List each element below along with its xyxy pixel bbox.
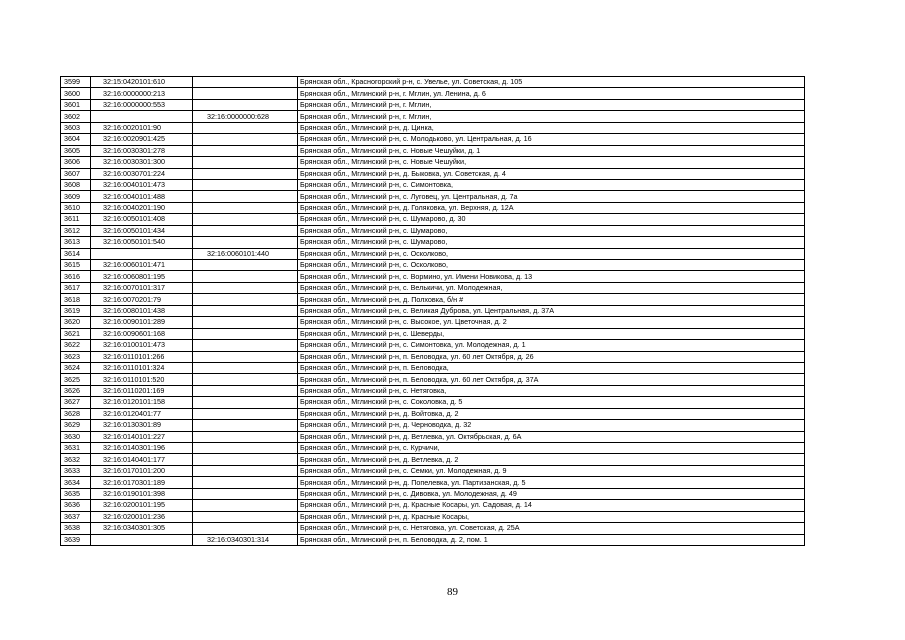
table-row bbox=[61, 248, 805, 259]
address-cell: Брянская обл., Мглинский р-н, п. Беловодка, ул. 60 лет Октября, д. 37А bbox=[298, 374, 805, 385]
table-row bbox=[61, 362, 805, 373]
cadastral-number-cell: 32:16:0120401:77 bbox=[91, 408, 193, 419]
table-row bbox=[61, 260, 805, 271]
address-cell: Брянская обл., Мглинский р-н, с. Соколовка, д. 5 bbox=[298, 397, 805, 408]
cadastral-number-cell: 32:16:0110201:169 bbox=[91, 385, 193, 396]
cadastral-number-cell: 32:16:0130301:89 bbox=[91, 420, 193, 431]
address-cell: Брянская обл., Мглинский р-н, с. Вормино, ул. Имени Новикова, д. 13 bbox=[298, 271, 805, 282]
address-cell: Брянская обл., Мглинский р-н, д. Ветлевка, д. 2 bbox=[298, 454, 805, 465]
table-row bbox=[61, 271, 805, 282]
row-number-cell: 3635 bbox=[61, 488, 91, 499]
address-cell: Брянская обл., Мглинский р-н, г. Мглин, bbox=[298, 111, 805, 122]
row-number-cell: 3616 bbox=[61, 271, 91, 282]
cadastral-number-alt-cell bbox=[193, 420, 298, 431]
row-number-cell: 3607 bbox=[61, 168, 91, 179]
row-number-cell: 3617 bbox=[61, 282, 91, 293]
cadastral-number-cell: 32:16:0110101:520 bbox=[91, 374, 193, 385]
table-row bbox=[61, 99, 805, 110]
cadastral-number-cell: 32:16:0110101:266 bbox=[91, 351, 193, 362]
cadastral-number-cell: 32:16:0030301:300 bbox=[91, 157, 193, 168]
row-number-cell: 3608 bbox=[61, 179, 91, 190]
cadastral-number-cell: 32:16:0050101:434 bbox=[91, 225, 193, 236]
address-cell: Брянская обл., Мглинский р-н, д. Цинка, bbox=[298, 122, 805, 133]
address-cell: Брянская обл., Мглинский р-н, д. Красные Косары, bbox=[298, 511, 805, 522]
address-cell: Брянская обл., Мглинский р-н, с. Шумарово, д. 30 bbox=[298, 214, 805, 225]
cadastral-number-cell: 32:16:0110101:324 bbox=[91, 362, 193, 373]
cadastral-number-alt-cell bbox=[193, 454, 298, 465]
cadastral-number-alt-cell bbox=[193, 431, 298, 442]
row-number-cell: 3629 bbox=[61, 420, 91, 431]
table-row bbox=[61, 420, 805, 431]
cadastral-number-cell: 32:16:0000000:213 bbox=[91, 88, 193, 99]
row-number-cell: 3630 bbox=[61, 431, 91, 442]
cadastral-number-alt-cell bbox=[193, 237, 298, 248]
cadastral-number-cell: 32:16:0020901:425 bbox=[91, 134, 193, 145]
row-number-cell: 3628 bbox=[61, 408, 91, 419]
cadastral-number-alt-cell bbox=[193, 511, 298, 522]
table-row bbox=[61, 145, 805, 156]
row-number-cell: 3620 bbox=[61, 317, 91, 328]
row-number-cell: 3599 bbox=[61, 77, 91, 88]
address-cell: Брянская обл., Мглинский р-н, д. Черноводка, д. 32 bbox=[298, 420, 805, 431]
row-number-cell: 3603 bbox=[61, 122, 91, 133]
cadastral-number-alt-cell bbox=[193, 362, 298, 373]
cadastral-number-cell: 32:16:0060801:195 bbox=[91, 271, 193, 282]
table-row bbox=[61, 111, 805, 122]
cadastral-number-cell: 32:16:0050101:408 bbox=[91, 214, 193, 225]
table-row bbox=[61, 397, 805, 408]
row-number-cell: 3601 bbox=[61, 99, 91, 110]
address-cell: Брянская обл., Мглинский р-н, с. Шумарово, bbox=[298, 225, 805, 236]
row-number-cell: 3625 bbox=[61, 374, 91, 385]
cadastral-number-alt-cell bbox=[193, 443, 298, 454]
address-cell: Брянская обл., Мглинский р-н, с. Курчичи, bbox=[298, 443, 805, 454]
cadastral-number-alt-cell bbox=[193, 202, 298, 213]
page-number: 89 bbox=[447, 586, 458, 598]
address-cell: Брянская обл., Красногорский р-н, с. Увелье, ул. Советская, д. 105 bbox=[298, 77, 805, 88]
address-cell: Брянская обл., Мглинский р-н, с. Нетяговка, bbox=[298, 385, 805, 396]
cadastral-number-alt-cell: 32:16:0000000:628 bbox=[193, 111, 298, 122]
address-cell: Брянская обл., Мглинский р-н, с. Нетяговка, ул. Советская, д. 25А bbox=[298, 523, 805, 534]
row-number-cell: 3622 bbox=[61, 340, 91, 351]
address-cell: Брянская обл., Мглинский р-н, д. Попелевка, ул. Партизанская, д. 5 bbox=[298, 477, 805, 488]
table-row bbox=[61, 523, 805, 534]
address-cell: Брянская обл., Мглинский р-н, с. Семки, ул. Молодежная, д. 9 bbox=[298, 465, 805, 476]
table-row bbox=[61, 374, 805, 385]
table-row bbox=[61, 294, 805, 305]
cadastral-number-alt-cell bbox=[193, 408, 298, 419]
address-cell: Брянская обл., Мглинский р-н, с. Дивовка, ул. Молодежная, д. 49 bbox=[298, 488, 805, 499]
cadastral-number-alt-cell bbox=[193, 294, 298, 305]
address-cell: Брянская обл., Мглинский р-н, с. Молодьково, ул. Центральная, д. 16 bbox=[298, 134, 805, 145]
cadastral-number-cell bbox=[91, 111, 193, 122]
address-cell: Брянская обл., Мглинский р-н, с. Шумарово, bbox=[298, 237, 805, 248]
cadastral-number-alt-cell bbox=[193, 77, 298, 88]
table-row bbox=[61, 465, 805, 476]
table-row bbox=[61, 179, 805, 190]
cadastral-number-alt-cell bbox=[193, 374, 298, 385]
cadastral-number-alt-cell bbox=[193, 500, 298, 511]
cadastral-number-alt-cell: 32:16:0340301:314 bbox=[193, 534, 298, 545]
cadastral-number-alt-cell bbox=[193, 317, 298, 328]
address-cell: Брянская обл., Мглинский р-н, с. Осколково, bbox=[298, 248, 805, 259]
table-row bbox=[61, 488, 805, 499]
address-cell: Брянская обл., Мглинский р-н, с. Высокое, ул. Цветочная, д. 2 bbox=[298, 317, 805, 328]
cadastral-number-cell: 32:16:0020101:90 bbox=[91, 122, 193, 133]
cadastral-number-cell: 32:16:0000000:553 bbox=[91, 99, 193, 110]
row-number-cell: 3604 bbox=[61, 134, 91, 145]
cadastral-number-alt-cell bbox=[193, 134, 298, 145]
table-row bbox=[61, 317, 805, 328]
cadastral-number-cell: 32:16:0100101:473 bbox=[91, 340, 193, 351]
address-cell: Брянская обл., Мглинский р-н, с. Новые Чешуйки, д. 1 bbox=[298, 145, 805, 156]
cadastral-number-alt-cell bbox=[193, 179, 298, 190]
row-number-cell: 3639 bbox=[61, 534, 91, 545]
cadastral-number-alt-cell bbox=[193, 385, 298, 396]
address-cell: Брянская обл., Мглинский р-н, с. Шеверды, bbox=[298, 328, 805, 339]
table-row bbox=[61, 305, 805, 316]
cadastral-number-cell: 32:16:0090101:289 bbox=[91, 317, 193, 328]
table-row bbox=[61, 122, 805, 133]
table-row bbox=[61, 408, 805, 419]
address-cell: Брянская обл., Мглинский р-н, с. Великая Дуброва, ул. Центральная, д. 37А bbox=[298, 305, 805, 316]
address-cell: Брянская обл., Мглинский р-н, д. Голяковка, ул. Верхняя, д. 12А bbox=[298, 202, 805, 213]
address-cell: Брянская обл., Мглинский р-н, д. Полховка, б/н # bbox=[298, 294, 805, 305]
cadastral-number-alt-cell bbox=[193, 99, 298, 110]
address-cell: Брянская обл., Мглинский р-н, д. Быковка, ул. Советская, д. 4 bbox=[298, 168, 805, 179]
address-cell: Брянская обл., Мглинский р-н, д. Ветлевка, ул. Октябрьская, д. 6А bbox=[298, 431, 805, 442]
row-number-cell: 3638 bbox=[61, 523, 91, 534]
table-row bbox=[61, 157, 805, 168]
cadastral-number-alt-cell bbox=[193, 122, 298, 133]
cadastral-number-alt-cell bbox=[193, 328, 298, 339]
row-number-cell: 3623 bbox=[61, 351, 91, 362]
cadastral-number-cell: 32:16:0040201:190 bbox=[91, 202, 193, 213]
row-number-cell: 3613 bbox=[61, 237, 91, 248]
row-number-cell: 3600 bbox=[61, 88, 91, 99]
table-row bbox=[61, 500, 805, 511]
table-row bbox=[61, 477, 805, 488]
row-number-cell: 3619 bbox=[61, 305, 91, 316]
table-row bbox=[61, 534, 805, 545]
cadastral-number-cell: 32:15:0420101:610 bbox=[91, 77, 193, 88]
table-row bbox=[61, 202, 805, 213]
row-number-cell: 3606 bbox=[61, 157, 91, 168]
table-row bbox=[61, 431, 805, 442]
cadastral-number-alt-cell bbox=[193, 488, 298, 499]
address-cell: Брянская обл., Мглинский р-н, с. Велькичи, ул. Молодежная, bbox=[298, 282, 805, 293]
address-cell: Брянская обл., Мглинский р-н, г. Мглин, ул. Ленина, д. 6 bbox=[298, 88, 805, 99]
address-cell: Брянская обл., Мглинский р-н, д. Войтовка, д. 2 bbox=[298, 408, 805, 419]
address-cell: Брянская обл., Мглинский р-н, г. Мглин, bbox=[298, 99, 805, 110]
row-number-cell: 3618 bbox=[61, 294, 91, 305]
cadastral-number-alt-cell bbox=[193, 397, 298, 408]
cadastral-number-cell: 32:16:0070201:79 bbox=[91, 294, 193, 305]
table-row bbox=[61, 282, 805, 293]
row-number-cell: 3633 bbox=[61, 465, 91, 476]
cadastral-number-cell: 32:16:0200101:195 bbox=[91, 500, 193, 511]
row-number-cell: 3624 bbox=[61, 362, 91, 373]
row-number-cell: 3631 bbox=[61, 443, 91, 454]
row-number-cell: 3626 bbox=[61, 385, 91, 396]
registry-table bbox=[60, 76, 805, 546]
address-cell: Брянская обл., Мглинский р-н, с. Новые Чешуйки, bbox=[298, 157, 805, 168]
registry-table-body bbox=[61, 77, 805, 546]
cadastral-number-cell: 32:16:0050101:540 bbox=[91, 237, 193, 248]
cadastral-number-cell: 32:16:0140301:196 bbox=[91, 443, 193, 454]
cadastral-number-alt-cell bbox=[193, 214, 298, 225]
cadastral-number-alt-cell bbox=[193, 477, 298, 488]
cadastral-number-cell: 32:16:0170101:200 bbox=[91, 465, 193, 476]
row-number-cell: 3602 bbox=[61, 111, 91, 122]
cadastral-number-alt-cell bbox=[193, 465, 298, 476]
cadastral-number-cell: 32:16:0030301:278 bbox=[91, 145, 193, 156]
row-number-cell: 3612 bbox=[61, 225, 91, 236]
cadastral-number-cell: 32:16:0030701:224 bbox=[91, 168, 193, 179]
cadastral-number-cell: 32:16:0140401:177 bbox=[91, 454, 193, 465]
cadastral-number-cell: 32:16:0080101:438 bbox=[91, 305, 193, 316]
address-cell: Брянская обл., Мглинский р-н, с. Осколково, bbox=[298, 260, 805, 271]
row-number-cell: 3637 bbox=[61, 511, 91, 522]
cadastral-number-cell: 32:16:0090601:168 bbox=[91, 328, 193, 339]
row-number-cell: 3632 bbox=[61, 454, 91, 465]
address-cell: Брянская обл., Мглинский р-н, с. Луговец, ул. Центральная, д. 7а bbox=[298, 191, 805, 202]
table-row bbox=[61, 214, 805, 225]
cadastral-number-cell: 32:16:0040101:473 bbox=[91, 179, 193, 190]
cadastral-number-cell: 32:16:0040101:488 bbox=[91, 191, 193, 202]
table-row bbox=[61, 134, 805, 145]
address-cell: Брянская обл., Мглинский р-н, п. Беловодка, ул. 60 лет Октября, д. 26 bbox=[298, 351, 805, 362]
row-number-cell: 3610 bbox=[61, 202, 91, 213]
row-number-cell: 3614 bbox=[61, 248, 91, 259]
row-number-cell: 3621 bbox=[61, 328, 91, 339]
table-row bbox=[61, 385, 805, 396]
table-row bbox=[61, 88, 805, 99]
address-cell: Брянская обл., Мглинский р-н, с. Симонтовка, bbox=[298, 179, 805, 190]
table-row bbox=[61, 225, 805, 236]
cadastral-number-alt-cell bbox=[193, 340, 298, 351]
row-number-cell: 3636 bbox=[61, 500, 91, 511]
cadastral-number-alt-cell bbox=[193, 145, 298, 156]
cadastral-number-alt-cell bbox=[193, 168, 298, 179]
cadastral-number-alt-cell bbox=[193, 191, 298, 202]
table-row bbox=[61, 191, 805, 202]
cadastral-number-alt-cell bbox=[193, 351, 298, 362]
cadastral-number-cell: 32:16:0200101:236 bbox=[91, 511, 193, 522]
table-row bbox=[61, 328, 805, 339]
cadastral-number-alt-cell bbox=[193, 523, 298, 534]
row-number-cell: 3627 bbox=[61, 397, 91, 408]
cadastral-number-cell: 32:16:0120101:158 bbox=[91, 397, 193, 408]
row-number-cell: 3611 bbox=[61, 214, 91, 225]
row-number-cell: 3609 bbox=[61, 191, 91, 202]
cadastral-number-alt-cell bbox=[193, 271, 298, 282]
cadastral-number-cell: 32:16:0170301:189 bbox=[91, 477, 193, 488]
cadastral-number-alt-cell bbox=[193, 260, 298, 271]
row-number-cell: 3615 bbox=[61, 260, 91, 271]
cadastral-number-cell bbox=[91, 248, 193, 259]
cadastral-number-cell bbox=[91, 534, 193, 545]
cadastral-number-alt-cell bbox=[193, 305, 298, 316]
table-row bbox=[61, 511, 805, 522]
address-cell: Брянская обл., Мглинский р-н, с. Симонтовка, ул. Молодежная, д. 1 bbox=[298, 340, 805, 351]
cadastral-number-cell: 32:16:0060101:471 bbox=[91, 260, 193, 271]
table-row bbox=[61, 351, 805, 362]
table-row bbox=[61, 340, 805, 351]
cadastral-number-alt-cell bbox=[193, 88, 298, 99]
cadastral-number-cell: 32:16:0070101:317 bbox=[91, 282, 193, 293]
cadastral-number-cell: 32:16:0140101:227 bbox=[91, 431, 193, 442]
table-row bbox=[61, 454, 805, 465]
table-row bbox=[61, 168, 805, 179]
row-number-cell: 3634 bbox=[61, 477, 91, 488]
cadastral-number-alt-cell: 32:16:0060101:440 bbox=[193, 248, 298, 259]
cadastral-number-alt-cell bbox=[193, 225, 298, 236]
cadastral-number-cell: 32:16:0190101:398 bbox=[91, 488, 193, 499]
address-cell: Брянская обл., Мглинский р-н, п. Беловодка, bbox=[298, 362, 805, 373]
table-row bbox=[61, 237, 805, 248]
address-cell: Брянская обл., Мглинский р-н, п. Беловодка, д. 2, пом. 1 bbox=[298, 534, 805, 545]
cadastral-number-alt-cell bbox=[193, 282, 298, 293]
table-row bbox=[61, 77, 805, 88]
cadastral-number-cell: 32:16:0340301:305 bbox=[91, 523, 193, 534]
row-number-cell: 3605 bbox=[61, 145, 91, 156]
table-row bbox=[61, 443, 805, 454]
cadastral-number-alt-cell bbox=[193, 157, 298, 168]
address-cell: Брянская обл., Мглинский р-н, д. Красные Косары, ул. Садовая, д. 14 bbox=[298, 500, 805, 511]
